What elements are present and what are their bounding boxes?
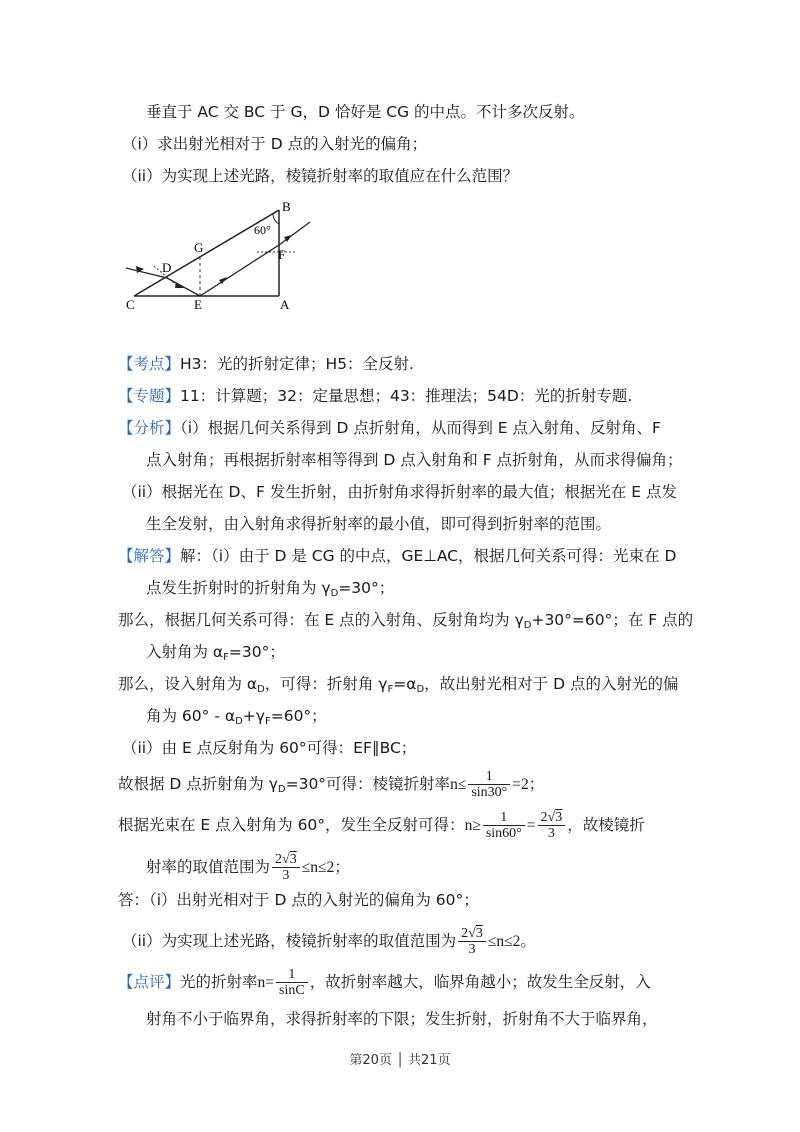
jieda-line-4: 入射角为 $\alpha_F=30^\circ$；	[146, 643, 285, 663]
fenxi-text-1: （i）根据几何关系得到 D 点折射角，从而得到 E 点入射角、反射角、F	[180, 419, 661, 437]
label-d: D	[162, 260, 172, 275]
label-e: E	[194, 297, 202, 312]
label-g: G	[194, 240, 204, 255]
question-1: （i）求出射光相对于 D 点的入射光的偏角；	[122, 135, 428, 153]
label-b: B	[282, 199, 291, 214]
fenxi-line-4: 生全发射，由入射角求得折射率的最小值，即可得到折射率的范围。	[146, 515, 612, 533]
fenxi-tag: 【分析】	[118, 419, 181, 437]
fraction-answer-lower: $\frac{2√3}{3}$	[458, 926, 486, 957]
kaodian-section	[118, 353, 414, 375]
kaodian-text: H3：光的折射定律；H5：全反射.	[180, 355, 414, 373]
prism-diagram	[122, 196, 322, 314]
intro-line: 垂直于 AC 交 BC 于 G，D 恰好是 CG 的中点。不计多次反射。	[146, 103, 585, 121]
jieda-line-3: 那么，根据几何关系可得：在 E 点的入射角、反射角均为 $\gamma_D+30^\circ=60^\circ$；在 F 点的	[118, 611, 694, 631]
fraction-sinc: $\frac{1}{\sin C}$	[276, 967, 308, 998]
fraction-sin30: $\frac{1}{\sin 30^\circ}$	[468, 769, 510, 800]
fraction-sin60: $\frac{1}{\sin 60^\circ}$	[483, 810, 525, 841]
jieda-tag: 【解答】	[118, 547, 181, 565]
arrow-de	[175, 282, 184, 288]
label-angle: 60°	[254, 223, 271, 237]
jieda-line-2: 点发生折射时的折射角为 $\gamma_D=30^\circ$；	[146, 579, 395, 599]
label-a: A	[280, 297, 290, 312]
dianping-tag: 【点评】	[118, 973, 181, 991]
page-footer: 第20页 │ 共21页	[349, 1053, 451, 1068]
zhuanti-tag: 【专题】	[118, 387, 181, 405]
jieda-line-7: （ii）由 E 点反射角为 60°可得：EF∥BC；	[122, 739, 417, 757]
jieda-line-8: 故根据 D 点折射角为 $\gamma_D=30^\circ$可得：棱镜折射率n≤ $\frac{1}{\sin 30^\circ}$ =2；	[118, 769, 545, 800]
label-f: F	[278, 247, 286, 262]
answer-line-1: 答：（i）出射光相对于 D 点的入射光的偏角为 60°；	[118, 891, 479, 909]
fenxi-line-3: （ii）根据光在 D、F 发生折射，由折射角求得折射率的最大值；根据光在 E 点发	[122, 483, 677, 501]
zhuanti-section	[118, 385, 632, 407]
jieda-line-5: 那么，设入射角为 $\alpha_D$，可得：折射角 $\gamma_F=\alpha_D$，故出射光相对于 D 点的入射光的偏	[118, 675, 679, 695]
fenxi-line-1	[118, 417, 661, 439]
angle-arc	[273, 214, 279, 224]
fenxi-line-2: 点入射角；再根据折射率相等得到 D 点入射角和 F 点折射角，从而求得偏角；	[146, 451, 683, 469]
label-c: C	[126, 297, 135, 312]
question-2: （ii）为实现上述光路，棱镜折射率的取值应在什么范围？	[122, 167, 519, 185]
fraction-range-lower: $\frac{2√3}{3}$	[272, 852, 300, 883]
dianping-line-2: 射角不小于临界角，求得折射率的下限；发生折射，折射角不大于临界角，	[146, 1010, 658, 1028]
fraction-2root3-over-3: $\frac{2√3}{3}$	[538, 810, 566, 841]
answer-line-2: （ii）为实现上述光路，棱镜折射率的取值范围为 $\frac{2√3}{3}$ ≤n≤2。	[122, 926, 536, 957]
jieda-line-1	[118, 545, 676, 567]
jieda-line-10: 射率的取值范围为 $\frac{2√3}{3}$ ≤n≤2；	[146, 852, 350, 883]
jieda-line-9: 根据光束在 E 点入射角为 60°，发生全反射可得：n≥ $\frac{1}{\sin 60^\circ}$ = $\frac{2√3}{3}$ ，故棱镜折	[118, 810, 645, 841]
jieda-line-6: 角为 $60^\circ - \alpha_D+\gamma_F=60^\circ$；	[146, 707, 327, 727]
kaodian-tag: 【考点】	[118, 355, 181, 373]
zhuanti-text: 11：计算题；32：定量思想；43：推理法；54D：光的折射专题.	[180, 387, 633, 405]
jieda-text-1: 解：（i）由于 D 是 CG 的中点，GE⊥AC，根据几何关系可得：光束在 D	[180, 547, 677, 565]
dianping-line-1: 【点评】光的折射率n= $\frac{1}{\sin C}$ ，故折射率越大，临界角越小；故发生全反射，入	[118, 967, 651, 998]
